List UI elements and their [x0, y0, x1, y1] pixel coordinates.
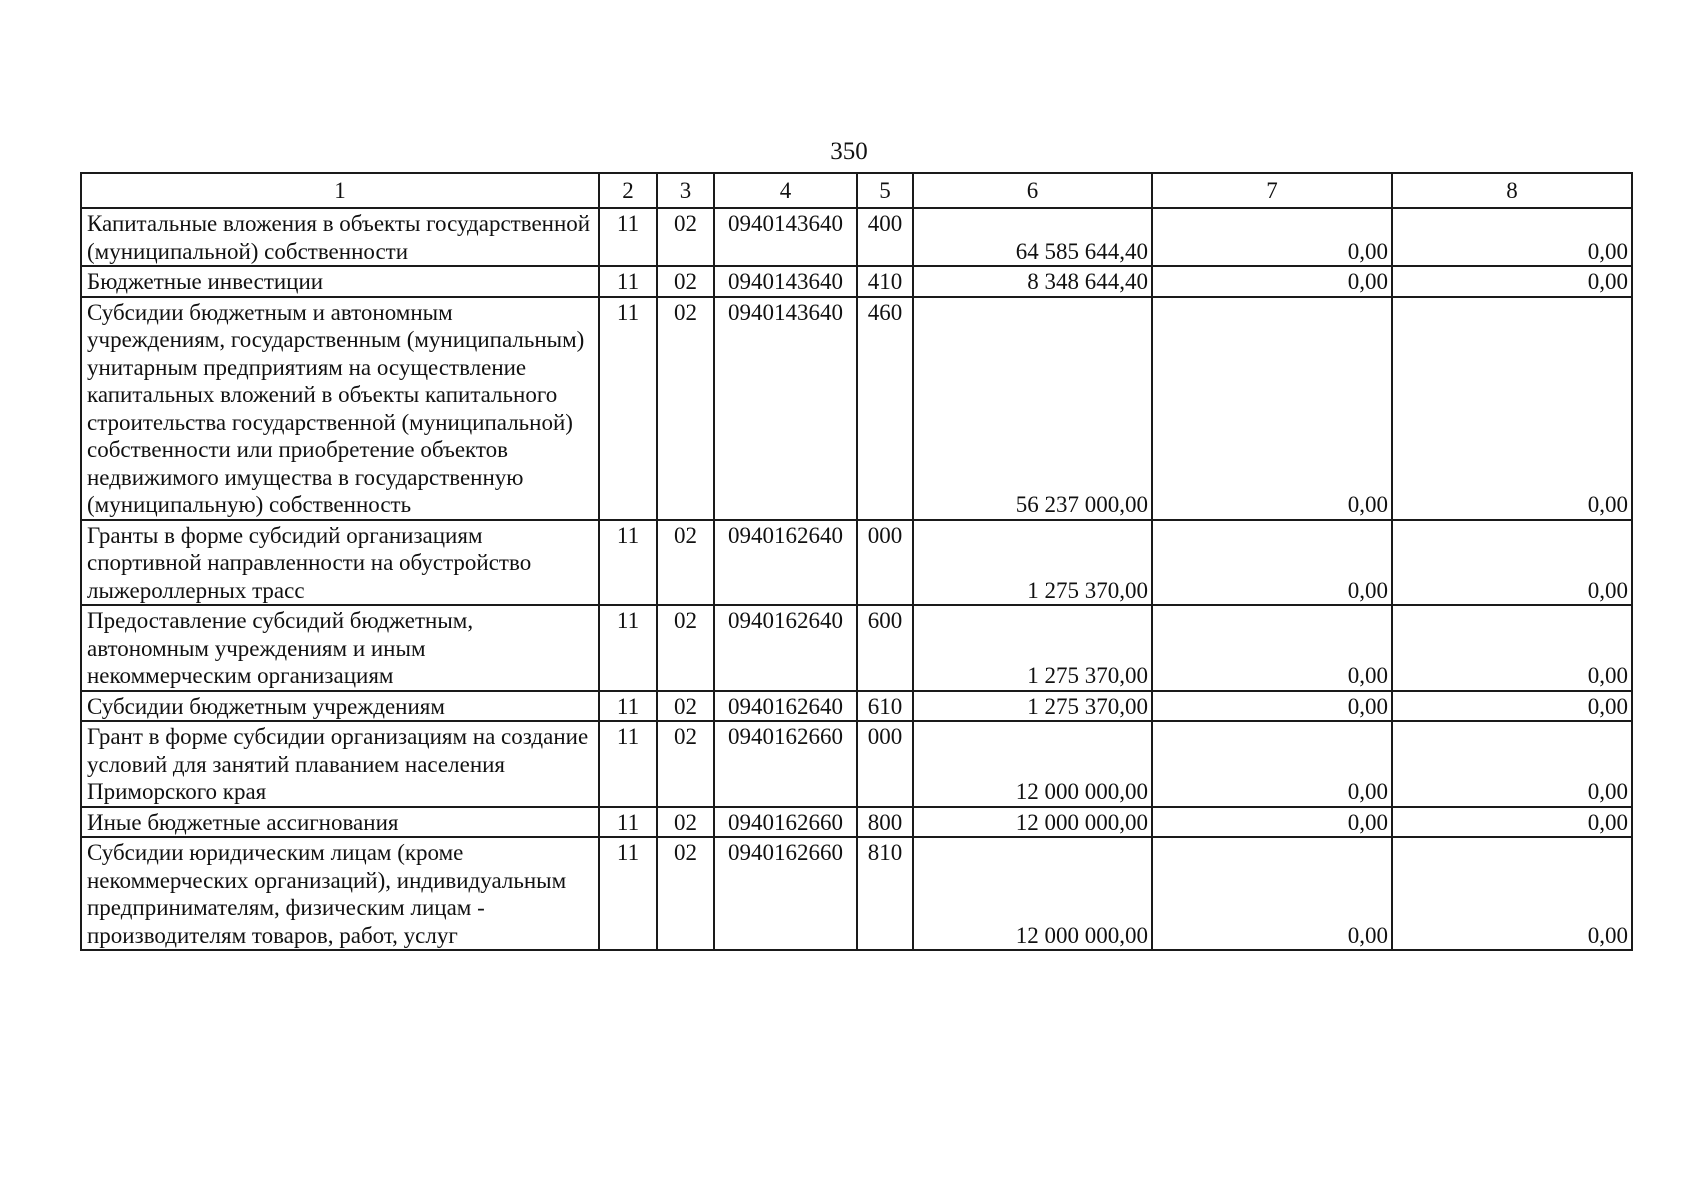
row-code-3: 02 [657, 721, 714, 807]
row-code-2: 11 [599, 721, 657, 807]
row-amount-7: 0,00 [1152, 520, 1392, 606]
row-amount-8: 0,00 [1392, 807, 1632, 838]
row-code-2: 11 [599, 208, 657, 266]
row-amount-6: 1 275 370,00 [913, 691, 1152, 722]
row-code-2: 11 [599, 520, 657, 606]
row-amount-8: 0,00 [1392, 266, 1632, 297]
table-row [81, 605, 1632, 691]
row-name: Гранты в форме субсидий организациям спортивной направленности на обустройство лыжероллерных трасс [81, 520, 599, 606]
row-amount-6: 12 000 000,00 [913, 837, 1152, 950]
row-code-2: 11 [599, 297, 657, 520]
column-header: 6 [913, 173, 1152, 208]
row-code-4: 0940143640 [714, 266, 857, 297]
row-amount-7: 0,00 [1152, 297, 1392, 520]
row-amount-8: 0,00 [1392, 208, 1632, 266]
row-amount-7: 0,00 [1152, 691, 1392, 722]
row-amount-7: 0,00 [1152, 208, 1392, 266]
row-amount-7: 0,00 [1152, 837, 1392, 950]
row-name: Предоставление субсидий бюджетным, автономным учреждениям и иным некоммерческим организациям [81, 605, 599, 691]
row-amount-6: 8 348 644,40 [913, 266, 1152, 297]
row-code-3: 02 [657, 837, 714, 950]
row-code-5: 610 [857, 691, 913, 722]
row-code-2: 11 [599, 807, 657, 838]
row-code-4: 0940162640 [714, 691, 857, 722]
row-code-3: 02 [657, 605, 714, 691]
row-code-5: 810 [857, 837, 913, 950]
row-name: Капитальные вложения в объекты государственной (муниципальной) собственности [81, 208, 599, 266]
row-code-4: 0940162660 [714, 807, 857, 838]
row-amount-6: 12 000 000,00 [913, 721, 1152, 807]
column-header: 7 [1152, 173, 1392, 208]
row-code-4: 0940143640 [714, 297, 857, 520]
header-row [81, 173, 1632, 208]
row-amount-7: 0,00 [1152, 605, 1392, 691]
row-amount-8: 0,00 [1392, 691, 1632, 722]
table-row [81, 266, 1632, 297]
table-row [81, 837, 1632, 950]
column-header: 8 [1392, 173, 1632, 208]
row-code-3: 02 [657, 208, 714, 266]
row-code-2: 11 [599, 605, 657, 691]
column-header: 1 [81, 173, 599, 208]
row-code-2: 11 [599, 266, 657, 297]
row-amount-6: 56 237 000,00 [913, 297, 1152, 520]
row-code-3: 02 [657, 807, 714, 838]
row-name: Грант в форме субсидии организациям на создание условий для занятий плаванием населения Приморского края [81, 721, 599, 807]
row-name: Иные бюджетные ассигнования [81, 807, 599, 838]
row-name: Субсидии юридическим лицам (кроме некоммерческих организаций), индивидуальным предпринимателям, физическим лицам - производителям товаров, работ, услуг [81, 837, 599, 950]
row-code-2: 11 [599, 837, 657, 950]
row-code-4: 0940143640 [714, 208, 857, 266]
column-header: 3 [657, 173, 714, 208]
table-row [81, 520, 1632, 606]
row-code-3: 02 [657, 297, 714, 520]
row-code-2: 11 [599, 691, 657, 722]
row-code-5: 460 [857, 297, 913, 520]
row-amount-8: 0,00 [1392, 605, 1632, 691]
row-code-5: 600 [857, 605, 913, 691]
row-amount-7: 0,00 [1152, 807, 1392, 838]
row-code-4: 0940162640 [714, 520, 857, 606]
row-amount-7: 0,00 [1152, 721, 1392, 807]
row-name: Бюджетные инвестиции [81, 266, 599, 297]
row-amount-8: 0,00 [1392, 297, 1632, 520]
table-row [81, 691, 1632, 722]
row-amount-8: 0,00 [1392, 837, 1632, 950]
row-name: Субсидии бюджетным и автономным учреждениям, государственным (муниципальным) унитарным предприятиям на осуществление капитальных вложений в объекты капитального строительства государственной (муниципальной) собственности или приобретение объектов недвижимого имущества в государственную (муниципальную) собственность [81, 297, 599, 520]
row-name: Субсидии бюджетным учреждениям [81, 691, 599, 722]
row-code-5: 800 [857, 807, 913, 838]
table-row [81, 208, 1632, 266]
row-code-3: 02 [657, 691, 714, 722]
row-amount-8: 0,00 [1392, 520, 1632, 606]
table-row [81, 721, 1632, 807]
row-amount-6: 1 275 370,00 [913, 605, 1152, 691]
row-amount-8: 0,00 [1392, 721, 1632, 807]
table-row [81, 297, 1632, 520]
row-code-3: 02 [657, 520, 714, 606]
row-code-5: 410 [857, 266, 913, 297]
row-code-4: 0940162660 [714, 837, 857, 950]
row-amount-6: 64 585 644,40 [913, 208, 1152, 266]
column-header: 4 [714, 173, 857, 208]
row-code-4: 0940162660 [714, 721, 857, 807]
row-code-4: 0940162640 [714, 605, 857, 691]
row-code-3: 02 [657, 266, 714, 297]
budget-table [80, 172, 1633, 951]
column-header: 5 [857, 173, 913, 208]
row-amount-7: 0,00 [1152, 266, 1392, 297]
row-amount-6: 12 000 000,00 [913, 807, 1152, 838]
row-code-5: 000 [857, 721, 913, 807]
row-code-5: 400 [857, 208, 913, 266]
row-amount-6: 1 275 370,00 [913, 520, 1152, 606]
table-row [81, 807, 1632, 838]
row-code-5: 000 [857, 520, 913, 606]
column-header: 2 [599, 173, 657, 208]
page-number: 350 [830, 138, 868, 165]
